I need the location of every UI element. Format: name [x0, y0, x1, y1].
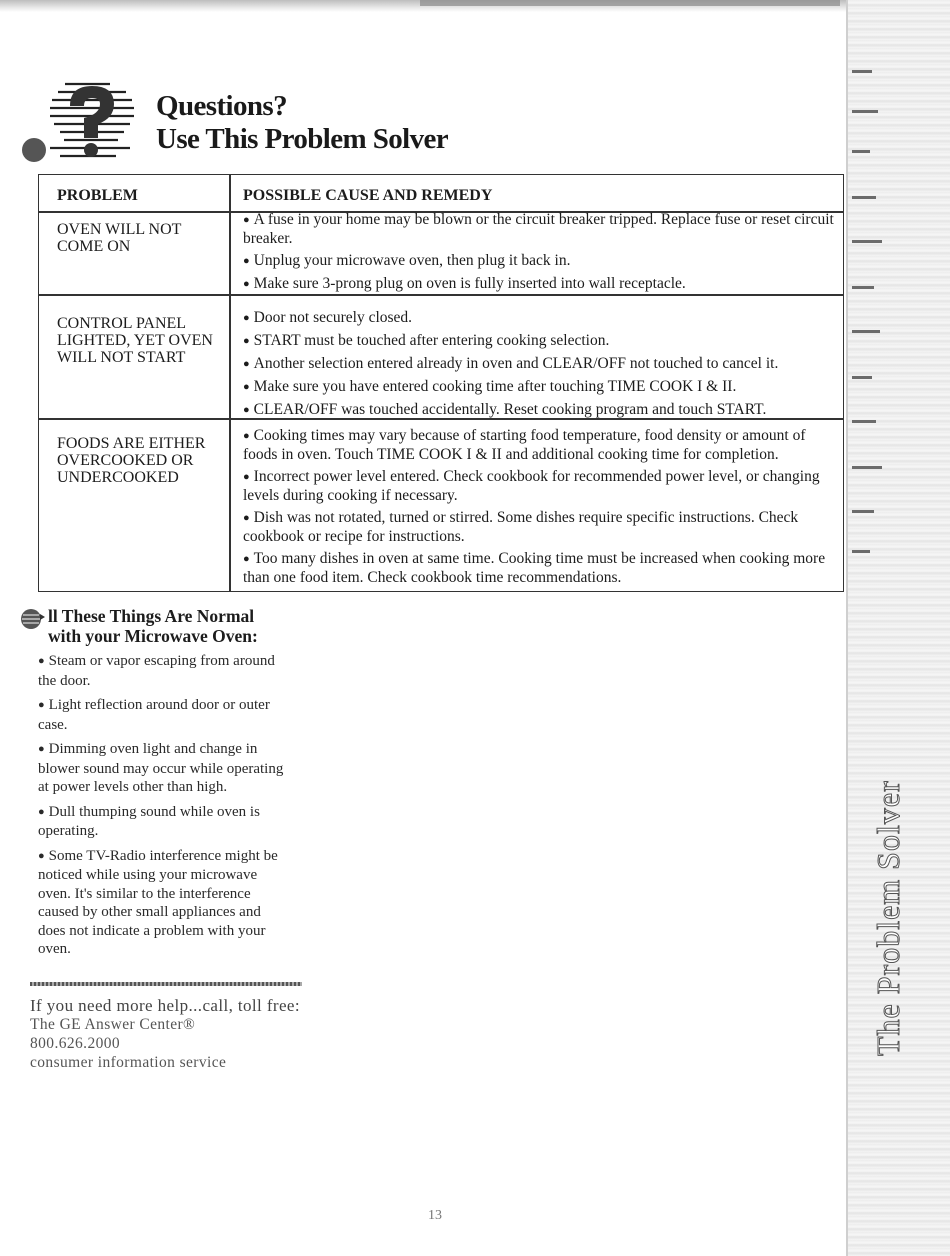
remedy-item: ● Cooking times may vary because of starting food temperature, food density or amount of foods in oven. Touch TIME COOK I & II and additional cooking time for completion.	[243, 427, 806, 463]
list-item: ● Dimming oven light and change in blower sound may occur while operating at power levels other than high.	[38, 741, 284, 795]
remedy-item: ● CLEAR/OFF was touched accidentally. Reset cooking program and touch START.	[243, 401, 767, 418]
sidebar-tick	[852, 330, 880, 333]
help-line-call: If you need more help...call, toll free:	[30, 996, 300, 1015]
list-item: ● Some TV-Radio interference might be noticed while using your microwave oven. It's similar to the interference caused by other small appliances and does not indicate a problem with your oven.	[38, 847, 278, 957]
help-contact-block	[30, 996, 300, 1072]
bullet-icon: ●	[243, 430, 250, 442]
remedy-item: ● Make sure you have entered cooking time after touching TIME COOK I & II.	[243, 378, 737, 395]
page-title-line2: Use This Problem Solver	[156, 123, 449, 155]
scan-top-shadow	[420, 0, 840, 6]
sidebar-tick	[852, 196, 876, 199]
page-title	[156, 90, 448, 156]
problem-line: COME ON	[57, 238, 131, 255]
remedy-item: ● START must be touched after entering cooking selection.	[243, 332, 610, 349]
bullet-icon: ●	[243, 512, 250, 524]
normal-title-line2: with your Microwave Oven:	[48, 626, 258, 646]
bullet-icon: ●	[243, 471, 250, 483]
sidebar-tick	[852, 550, 870, 553]
table-row-remedies	[243, 427, 835, 591]
help-divider	[30, 982, 302, 986]
bullet-icon: ●	[243, 358, 250, 370]
bullet-icon: ●	[243, 214, 250, 226]
remedy-item: ● Make sure 3-prong plug on oven is fully inserted into wall receptacle.	[243, 275, 686, 292]
normal-list	[38, 652, 288, 965]
help-phone-number: 800.626.2000	[30, 1035, 121, 1052]
table-header-remedy: POSSIBLE CAUSE AND REMEDY	[243, 187, 493, 204]
remedy-item: ● Dish was not rotated, turned or stirred. Some dishes require specific instructions. Check cookbook or recipe for instructions.	[243, 509, 799, 545]
table-row-remedies	[243, 211, 835, 298]
remedy-item: ● Incorrect power level entered. Check cookbook for recommended power level, or changing levels during cooking if necessary.	[243, 468, 820, 504]
page-number: 13	[428, 1208, 442, 1223]
list-item: ● Light reflection around door or outer case.	[38, 697, 270, 733]
problem-line: FOODS ARE EITHER	[57, 435, 206, 452]
sidebar-tick	[852, 420, 876, 423]
table-row-problem	[57, 435, 225, 486]
question-mark-logo-icon	[20, 78, 140, 168]
problem-line: UNDERCOOKED	[57, 469, 179, 486]
bullet-icon: ●	[243, 553, 250, 565]
normal-title-line1: ll These Things Are Normal	[48, 606, 255, 626]
sidebar-tick	[852, 510, 874, 513]
list-item: ● Steam or vapor escaping from around the door.	[38, 653, 275, 689]
problem-line: CONTROL PANEL	[57, 315, 187, 332]
bullet-icon: ●	[38, 743, 45, 755]
bullet-icon: ●	[243, 335, 250, 347]
page-title-line1: Questions?	[156, 90, 287, 122]
section-sidebar	[848, 0, 950, 1256]
normal-section-title	[48, 606, 258, 646]
sidebar-tick	[852, 286, 874, 289]
bullet-icon: ●	[243, 255, 250, 267]
list-item: ● Dull thumping sound while oven is operating.	[38, 803, 260, 839]
remedy-item: ● Too many dishes in oven at same time. Cooking time must be increased when cooking more than one food item. Check cookbook time recommendations.	[243, 550, 826, 586]
bullet-icon: ●	[243, 381, 250, 393]
sidebar-tick	[852, 110, 878, 113]
table-column-divider	[229, 175, 231, 591]
microwave-oven-icon	[20, 608, 46, 630]
bullet-icon: ●	[243, 312, 250, 324]
problem-line: LIGHTED, YET OVEN	[57, 332, 213, 349]
problem-line: OVEN WILL NOT	[57, 221, 182, 238]
remedy-item: ● Unplug your microwave oven, then plug it back in.	[243, 252, 571, 269]
table-header-problem: PROBLEM	[57, 187, 138, 204]
bullet-icon: ●	[38, 699, 45, 711]
sidebar-tick	[852, 376, 872, 379]
bullet-icon: ●	[243, 404, 250, 416]
sidebar-tick	[852, 70, 872, 73]
sidebar-tick	[852, 240, 882, 243]
bullet-icon: ●	[243, 278, 250, 290]
bullet-icon: ●	[38, 805, 45, 818]
problem-solver-table	[38, 174, 844, 592]
remedy-item: ● Door not securely closed.	[243, 309, 413, 326]
bullet-icon: ●	[38, 655, 45, 667]
sidebar-vertical-title: The Problem Solver	[870, 780, 906, 1056]
table-row-problem	[57, 315, 225, 366]
problem-line: WILL NOT START	[57, 349, 186, 366]
remedy-item: ● A fuse in your home may be blown or the circuit breaker tripped. Replace fuse or reset circuit breaker.	[243, 211, 834, 247]
problem-line: OVERCOOKED OR	[57, 452, 194, 469]
table-row-remedies	[243, 309, 835, 424]
help-line-service: consumer information service	[30, 1054, 227, 1071]
remedy-item: ● Another selection entered already in oven and CLEAR/OFF not touched to cancel it.	[243, 355, 779, 372]
help-line-center: The GE Answer Center®	[30, 1016, 196, 1033]
sidebar-tick	[852, 466, 882, 469]
sidebar-tick	[852, 150, 870, 153]
bullet-icon: ●	[38, 849, 45, 862]
table-row-problem	[57, 221, 225, 255]
